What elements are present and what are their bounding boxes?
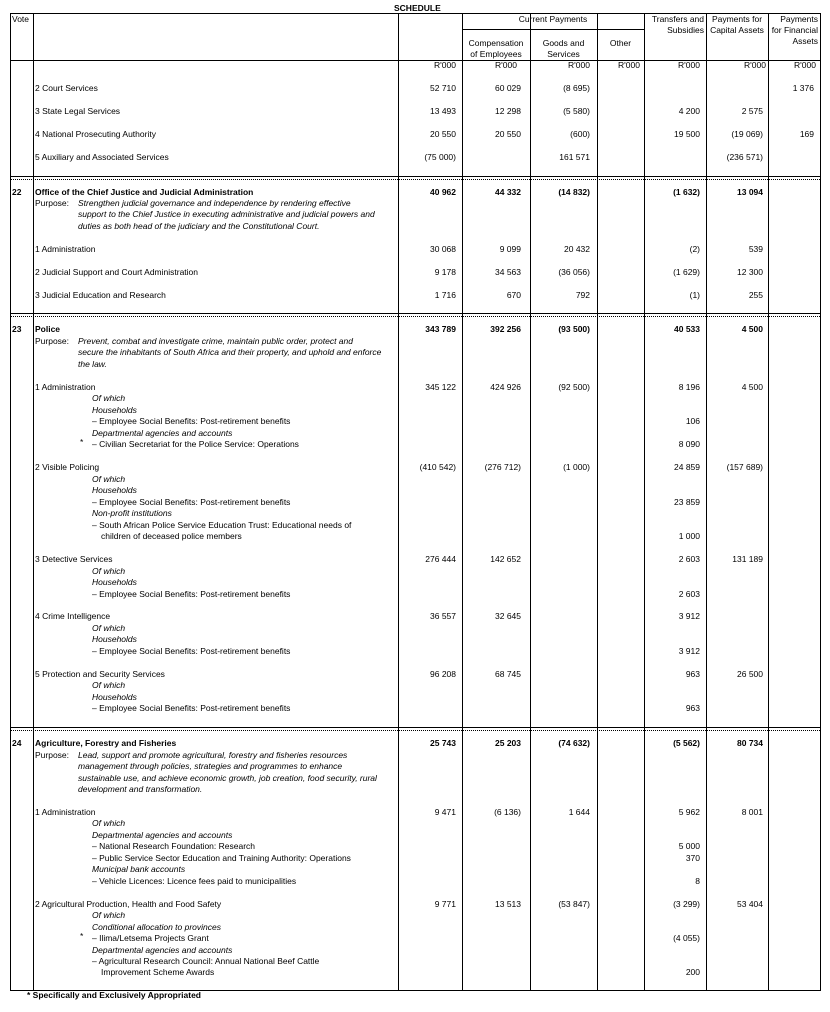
subgroup-heading: Households [92, 485, 137, 495]
table-row [0, 393, 830, 405]
specifically-appropriated-marker: * [80, 931, 84, 941]
table-row [0, 738, 830, 750]
programme-name: 5 Protection and Security Services [35, 669, 165, 679]
compensation-value: 392 256 [490, 324, 521, 334]
compensation-value: 25 203 [495, 738, 521, 748]
table-row [0, 267, 830, 279]
capital-assets-value: 12 300 [737, 267, 763, 277]
goods-services-value: (14 832) [558, 187, 590, 197]
transfers-value: 23 859 [674, 497, 700, 507]
table-row [0, 129, 830, 141]
purpose-text: secure the inhabitants of South Africa and their property, and uphold and enforce [78, 347, 382, 358]
table-row [0, 290, 830, 302]
purpose-text: development and transformation. [78, 784, 203, 795]
purpose-text: duties as both head of the judiciary and the Constitutional Court. [78, 220, 320, 231]
total-value: 9 471 [434, 807, 456, 817]
compensation-value: 34 563 [495, 267, 521, 277]
goods-services-value: (53 847) [558, 899, 590, 909]
compensation-value: 12 298 [495, 106, 521, 116]
total-value: (410 542) [419, 462, 456, 472]
programme-name: 4 Crime Intelligence [35, 611, 111, 621]
line-item: children of deceased police members [101, 531, 242, 541]
table-row [0, 416, 830, 428]
compensation-value: 68 745 [495, 669, 521, 679]
table-row [0, 634, 830, 646]
subgroup-heading: Households [92, 634, 137, 644]
capital-assets-value: (236 571) [726, 152, 763, 162]
compensation-header: of Employees [470, 49, 522, 59]
table-row [0, 910, 830, 922]
vote-number: 22 [12, 187, 22, 197]
purpose-block [0, 750, 830, 795]
compensation-value: 13 513 [495, 899, 521, 909]
compensation-value: 20 550 [495, 129, 521, 139]
programme-name: 4 National Prosecuting Authority [35, 129, 156, 139]
capital-assets-value: 4 500 [741, 324, 763, 334]
transfers-value: 5 000 [678, 841, 700, 851]
transfers-value: (1 632) [673, 187, 700, 197]
capital-assets-value: 131 189 [732, 554, 763, 564]
capital-assets-value: 80 734 [737, 738, 763, 748]
transfers-value: 3 912 [678, 611, 700, 621]
compensation-value: 44 332 [495, 187, 521, 197]
subgroup-heading: Departmental agencies and accounts [92, 945, 233, 955]
subgroup-heading: Conditional allocation to provinces [92, 922, 221, 932]
subgroup-heading: Departmental agencies and accounts [92, 830, 233, 840]
table-row [0, 589, 830, 601]
subgroup-heading: Of which [92, 910, 126, 920]
line-item: – South African Police Service Education Trust: Educational needs of [92, 520, 352, 530]
goods-services-header: Services [547, 49, 580, 59]
compensation-value: 32 645 [495, 611, 521, 621]
transfers-value: 24 859 [674, 462, 700, 472]
unit-label: R'000 [495, 60, 517, 70]
subgroup-heading: Municipal bank accounts [92, 864, 186, 874]
line-item: – Agricultural Research Council: Annual National Beef Cattle [92, 956, 320, 966]
transfers-value: 8 090 [678, 439, 700, 449]
vote-separator [10, 176, 820, 177]
goods-services-value: (93 500) [558, 324, 590, 334]
table-row [0, 554, 830, 566]
financial-assets-header: for Financial [771, 25, 818, 35]
table-row [0, 485, 830, 497]
transfers-value: 2 603 [678, 554, 700, 564]
compensation-value: 60 029 [495, 83, 521, 93]
goods-services-value: (36 056) [558, 267, 590, 277]
vote-name: Police [35, 324, 61, 334]
table-row [0, 818, 830, 830]
goods-services-value: (74 632) [558, 738, 590, 748]
transfers-value: (1) [689, 290, 700, 300]
transfers-header: Transfers and [651, 14, 704, 24]
current-payments-divider [462, 29, 644, 30]
vote-separator [10, 313, 820, 314]
subgroup-heading: Households [92, 405, 137, 415]
table-row [0, 324, 830, 336]
transfers-header: Subsidies [667, 25, 704, 35]
purpose-text: Lead, support and promote agricultural, forestry and fisheries resources [78, 750, 348, 760]
total-value: 30 068 [430, 244, 456, 254]
capital-assets-value: 53 404 [737, 899, 763, 909]
table-row [0, 508, 830, 520]
vote-number: 23 [12, 324, 22, 334]
table-row [0, 462, 830, 474]
financial-assets-value: 169 [799, 129, 814, 139]
purpose-block [0, 198, 830, 231]
total-value: 52 710 [430, 83, 456, 93]
purpose-text: Strengthen judicial governance and independence by rendering effective [78, 198, 351, 208]
total-value: 36 557 [430, 611, 456, 621]
total-value: 9 771 [434, 899, 456, 909]
unit-label: R'000 [678, 60, 700, 70]
transfers-value: 963 [685, 669, 700, 679]
unit-label: R'000 [568, 60, 590, 70]
vote-header: Vote [12, 14, 30, 24]
transfers-value: 40 533 [674, 324, 700, 334]
transfers-value: 4 200 [678, 106, 700, 116]
programme-name: 2 Visible Policing [35, 462, 100, 472]
total-value: 20 550 [430, 129, 456, 139]
total-value: (75 000) [424, 152, 456, 162]
goods-services-value: 1 644 [568, 807, 590, 817]
table-row [0, 680, 830, 692]
line-item: – Vehicle Licences: Licence fees paid to municipalities [92, 876, 297, 886]
purpose-text: Prevent, combat and investigate crime, maintain public order, protect and [78, 336, 353, 346]
programme-name: 1 Administration [35, 382, 96, 392]
subgroup-heading: Of which [92, 818, 126, 828]
purpose-block [0, 336, 830, 369]
subgroup-heading: Households [92, 577, 137, 587]
purpose-text: support to the Chief Justice in executing administrative and judicial powers and [78, 209, 375, 220]
programme-name: 3 Detective Services [35, 554, 113, 564]
compensation-value: (276 712) [484, 462, 521, 472]
subgroup-heading: Of which [92, 393, 126, 403]
total-value: 96 208 [430, 669, 456, 679]
capital-assets-value: 26 500 [737, 669, 763, 679]
total-value: 25 743 [430, 738, 456, 748]
transfers-value: 8 [695, 876, 700, 886]
purpose-label: Purpose: [35, 336, 70, 346]
line-item: – Employee Social Benefits: Post-retirement benefits [92, 703, 291, 713]
specifically-appropriated-marker: * [80, 437, 84, 447]
transfers-value: 5 962 [678, 807, 700, 817]
transfers-value: 370 [685, 853, 700, 863]
unit-label: R'000 [434, 60, 456, 70]
transfers-value: 1 000 [678, 531, 700, 541]
purpose-text: the law. [78, 358, 107, 369]
capital-assets-value: (19 069) [731, 129, 763, 139]
transfers-value: 963 [685, 703, 700, 713]
line-item: – Public Service Sector Education and Training Authority: Operations [92, 853, 351, 863]
subgroup-heading: Departmental agencies and accounts [92, 428, 233, 438]
programme-name: 1 Administration [35, 244, 96, 254]
table-row [0, 152, 830, 164]
footnote: * Specifically and Exclusively Appropriated [27, 990, 201, 1000]
table-row [0, 933, 830, 945]
capital-assets-value: 8 001 [741, 807, 763, 817]
schedule-title: SCHEDULE [394, 3, 441, 13]
goods-services-value: 161 571 [559, 152, 590, 162]
transfers-value: 200 [685, 967, 700, 977]
compensation-value: 142 652 [490, 554, 521, 564]
subgroup-heading: Of which [92, 680, 126, 690]
goods-services-value: (92 500) [558, 382, 590, 392]
capital-assets-value: 2 575 [741, 106, 763, 116]
line-item: – Employee Social Benefits: Post-retirement benefits [92, 646, 291, 656]
line-item: – Employee Social Benefits: Post-retirement benefits [92, 416, 291, 426]
compensation-value: (6 136) [494, 807, 521, 817]
financial-assets-header: Payments [780, 14, 818, 24]
transfers-value: 8 196 [678, 382, 700, 392]
transfers-value: (1 629) [673, 267, 700, 277]
total-value: 276 444 [425, 554, 456, 564]
subgroup-heading: Of which [92, 566, 126, 576]
programme-name: 5 Auxiliary and Associated Services [35, 152, 169, 162]
goods-services-value: (5 580) [563, 106, 590, 116]
subgroup-heading: Non-profit institutions [92, 508, 172, 518]
unit-label: R'000 [794, 60, 816, 70]
line-item: – Civilian Secretariat for the Police Service: Operations [92, 439, 299, 449]
table-row [0, 83, 830, 95]
vote-name: Agriculture, Forestry and Fisheries [35, 738, 177, 748]
purpose-label: Purpose: [35, 750, 70, 760]
line-item: – Ilima/Letsema Projects Grant [92, 933, 209, 943]
vote-separator-dotted [10, 179, 820, 180]
table-row [0, 876, 830, 888]
compensation-value: 424 926 [490, 382, 521, 392]
capital-assets-header: Capital Assets [710, 25, 764, 35]
line-item: – National Research Foundation: Research [92, 841, 256, 851]
total-value: 13 493 [430, 106, 456, 116]
goods-services-header: Goods and [542, 38, 585, 48]
programme-name: 2 Agricultural Production, Health and Food Safety [35, 899, 222, 909]
table-row [0, 531, 830, 543]
transfers-value: (3 299) [673, 899, 700, 909]
total-value: 1 716 [434, 290, 456, 300]
total-value: 40 962 [430, 187, 456, 197]
compensation-header: Compensation [468, 38, 524, 48]
subgroup-heading: Households [92, 692, 137, 702]
purpose-text: management through policies, strategies and programmes to enhance [78, 761, 343, 772]
vote-name: Office of the Chief Justice and Judicial Administration [35, 187, 254, 197]
programme-name: 3 Judicial Education and Research [35, 290, 166, 300]
transfers-value: 2 603 [678, 589, 700, 599]
capital-assets-value: 13 094 [737, 187, 763, 197]
transfers-value: 19 500 [674, 129, 700, 139]
programme-name: 1 Administration [35, 807, 96, 817]
table-row [0, 864, 830, 876]
table-row [0, 967, 830, 979]
financial-assets-value: 1 376 [792, 83, 814, 93]
transfers-value: (2) [689, 244, 700, 254]
total-value: 9 178 [434, 267, 456, 277]
programme-name: 2 Judicial Support and Court Administration [35, 267, 199, 277]
table-row [0, 244, 830, 256]
unit-label: R'000 [744, 60, 766, 70]
table-row [0, 841, 830, 853]
goods-services-value: (1 000) [563, 462, 590, 472]
table-row [0, 106, 830, 118]
subgroup-heading: Of which [92, 623, 126, 633]
purpose-text: sustainable use, and achieve economic growth, job creation, food security, rural [78, 772, 377, 783]
total-value: 343 789 [425, 324, 456, 334]
vote-separator [10, 727, 820, 728]
line-item: – Employee Social Benefits: Post-retirement benefits [92, 589, 291, 599]
financial-assets-header: Assets [792, 36, 818, 46]
goods-services-value: (8 695) [563, 83, 590, 93]
table-row [0, 703, 830, 715]
capital-assets-header: Payments for [711, 14, 763, 24]
current-payments-header: Current Payments [518, 14, 588, 24]
capital-assets-value: 539 [748, 244, 763, 254]
capital-assets-value: (157 689) [726, 462, 763, 472]
vote-separator-dotted [10, 730, 820, 731]
goods-services-value: (600) [570, 129, 590, 139]
compensation-value: 9 099 [499, 244, 521, 254]
vote-separator-dotted [10, 316, 820, 317]
transfers-value: (5 562) [673, 738, 700, 748]
transfers-value: 3 912 [678, 646, 700, 656]
programme-name: 2 Court Services [35, 83, 98, 93]
capital-assets-value: 4 500 [741, 382, 763, 392]
unit-label: R'000 [618, 60, 640, 70]
line-item: – Employee Social Benefits: Post-retirement benefits [92, 497, 291, 507]
goods-services-value: 792 [575, 290, 590, 300]
table-row [0, 611, 830, 623]
other-header: Other [609, 38, 632, 48]
table-row [0, 439, 830, 451]
compensation-value: 670 [506, 290, 521, 300]
goods-services-value: 20 432 [564, 244, 590, 254]
table-row [0, 646, 830, 658]
programme-name: 3 State Legal Services [35, 106, 121, 116]
total-value: 345 122 [425, 382, 456, 392]
table-row [0, 577, 830, 589]
transfers-value: 106 [685, 416, 700, 426]
line-item: Improvement Scheme Awards [101, 967, 215, 977]
capital-assets-value: 255 [748, 290, 763, 300]
vote-number: 24 [12, 738, 22, 748]
purpose-label: Purpose: [35, 198, 70, 208]
transfers-value: (4 055) [673, 933, 700, 943]
subgroup-heading: Of which [92, 474, 126, 484]
